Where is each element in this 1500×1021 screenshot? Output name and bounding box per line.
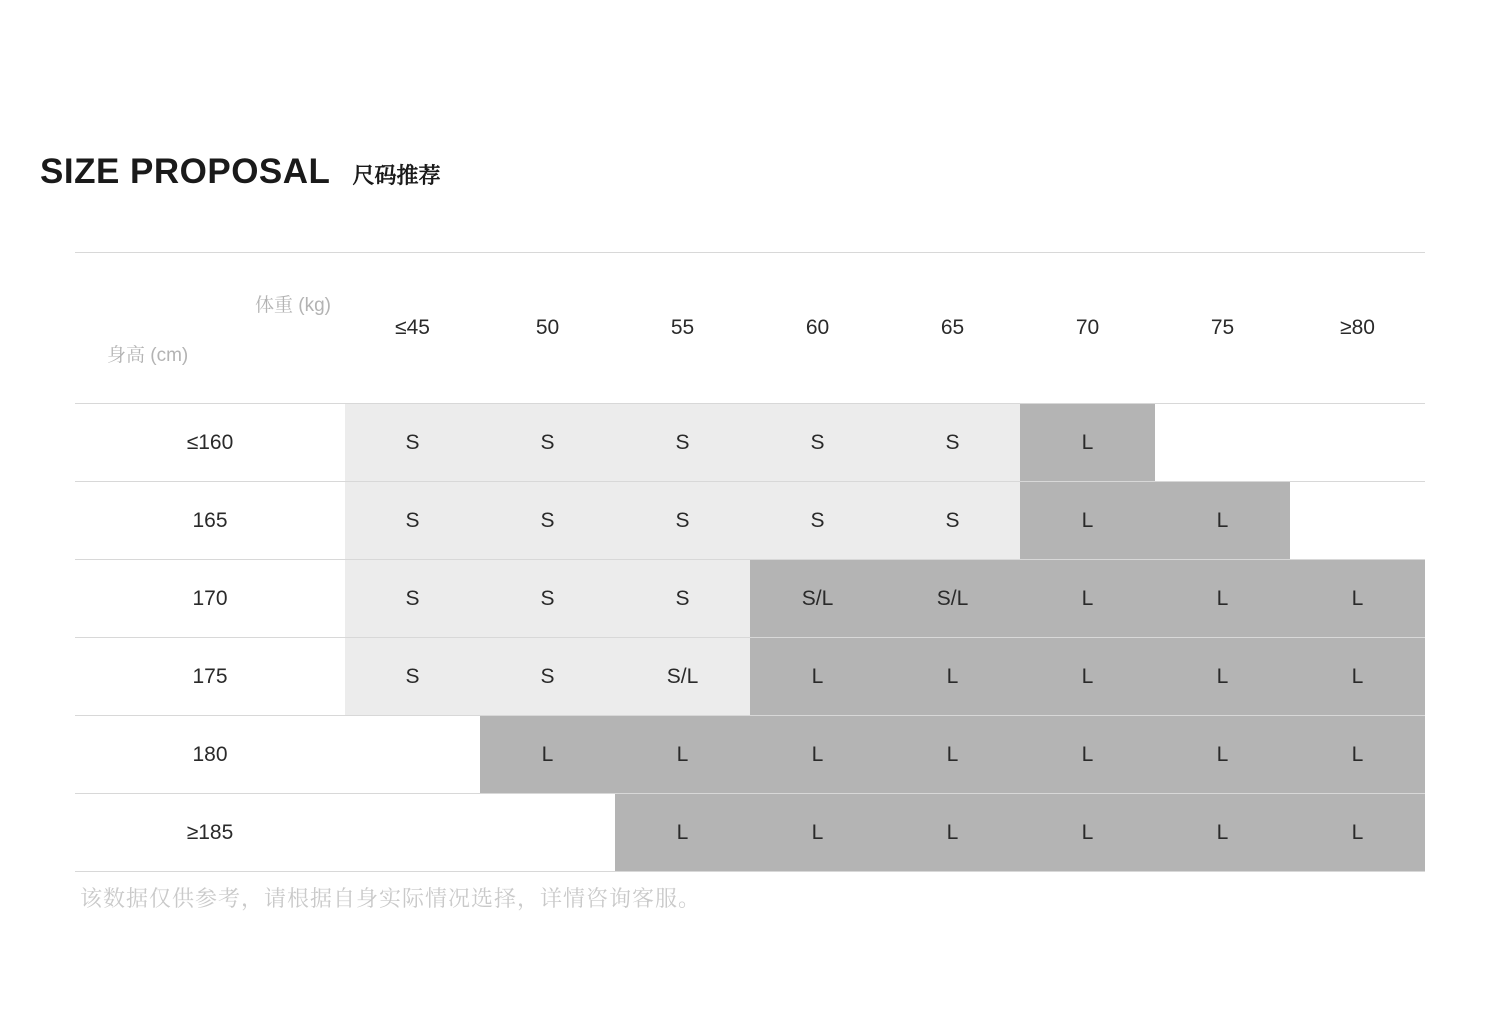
- size-cell: L: [1155, 638, 1290, 716]
- size-cell: L: [1290, 716, 1425, 794]
- size-cell: S/L: [750, 560, 885, 638]
- size-cell: L: [1020, 638, 1155, 716]
- column-header: ≤45: [345, 253, 480, 404]
- page-title-english: SIZE PROPOSAL: [40, 152, 331, 191]
- size-cell: L: [1020, 560, 1155, 638]
- size-cell: [480, 794, 615, 872]
- size-cell: L: [1155, 716, 1290, 794]
- weight-axis-label: 体重 (kg): [254, 295, 331, 316]
- page-title-chinese: 尺码推荐: [352, 163, 441, 188]
- size-cell: L: [750, 794, 885, 872]
- table-row: [75, 794, 1425, 872]
- row-header: 165: [75, 482, 345, 560]
- column-header: 60: [750, 253, 885, 404]
- size-cell: S: [345, 404, 480, 482]
- size-cell: S: [615, 560, 750, 638]
- table-row: [75, 482, 1425, 560]
- row-header: ≤160: [75, 404, 345, 482]
- column-header: 70: [1020, 253, 1155, 404]
- size-cell: [1290, 404, 1425, 482]
- size-cell: S: [615, 482, 750, 560]
- size-cell: [1290, 482, 1425, 560]
- size-cell: L: [1020, 404, 1155, 482]
- table-corner-cell: [75, 253, 345, 404]
- table-row: [75, 404, 1425, 482]
- size-cell: S: [345, 560, 480, 638]
- size-cell: L: [1020, 482, 1155, 560]
- footnote-text: 该数据仅供参考，请根据自身实际情况选择，详情咨询客服。: [80, 886, 702, 911]
- size-cell: S: [615, 404, 750, 482]
- size-cell: S: [480, 638, 615, 716]
- size-cell: L: [615, 716, 750, 794]
- size-cell: L: [615, 794, 750, 872]
- height-axis-label: 身高 (cm): [107, 345, 189, 366]
- size-cell: L: [750, 638, 885, 716]
- size-cell: L: [480, 716, 615, 794]
- size-cell: S: [885, 482, 1020, 560]
- size-cell: L: [885, 638, 1020, 716]
- page-title: [40, 152, 440, 192]
- size-table: [75, 252, 1425, 872]
- row-header: ≥185: [75, 794, 345, 872]
- size-cell: S: [885, 404, 1020, 482]
- size-cell: L: [1155, 482, 1290, 560]
- column-header: 65: [885, 253, 1020, 404]
- size-cell: L: [1155, 794, 1290, 872]
- row-header: 175: [75, 638, 345, 716]
- row-header: 180: [75, 716, 345, 794]
- size-cell: L: [1155, 560, 1290, 638]
- row-header: 170: [75, 560, 345, 638]
- size-cell: S: [480, 404, 615, 482]
- size-cell: L: [1290, 560, 1425, 638]
- size-table-wrapper: [75, 252, 1425, 872]
- size-cell: S: [750, 404, 885, 482]
- column-header: 50: [480, 253, 615, 404]
- size-cell: S: [480, 560, 615, 638]
- size-cell: L: [750, 716, 885, 794]
- column-header: 75: [1155, 253, 1290, 404]
- size-cell: S/L: [885, 560, 1020, 638]
- size-cell: L: [885, 794, 1020, 872]
- size-cell: L: [1290, 794, 1425, 872]
- size-cell: L: [885, 716, 1020, 794]
- size-cell: L: [1020, 716, 1155, 794]
- table-row: [75, 560, 1425, 638]
- size-cell: [1155, 404, 1290, 482]
- size-cell: S/L: [615, 638, 750, 716]
- column-header: ≥80: [1290, 253, 1425, 404]
- table-header-row: [75, 253, 1425, 404]
- size-cell: L: [1290, 638, 1425, 716]
- size-cell: S: [750, 482, 885, 560]
- table-row: [75, 638, 1425, 716]
- table-row: [75, 716, 1425, 794]
- size-cell: L: [1020, 794, 1155, 872]
- size-cell: [345, 716, 480, 794]
- size-cell: S: [345, 638, 480, 716]
- size-cell: S: [345, 482, 480, 560]
- column-header: 55: [615, 253, 750, 404]
- size-cell: [345, 794, 480, 872]
- size-cell: S: [480, 482, 615, 560]
